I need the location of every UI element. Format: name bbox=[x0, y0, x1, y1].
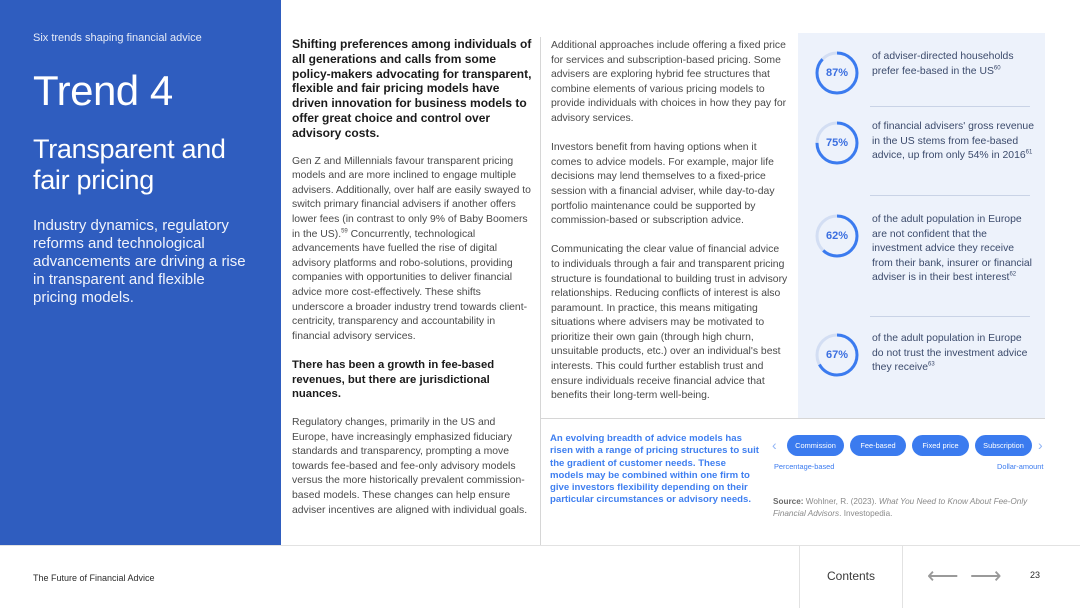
stat-text: of the adult population in Europe do not trust the investment advice they receive$^{63}$ bbox=[872, 333, 1028, 374]
paragraph: Communicating the clear value of financial advice to individuals through a fair and transparent pricing structure is foundational to building trust in advisory relationships. Reducing conflicts of interest is also paramount. In practice, this means mitigating situations where advisers may be motivated to prioritize their own gain (through high churn, unsuitable products, etc.) over an individual's best interests. This could further establish trust and ensure individuals receive financial advice that benefits their long-term well-being. bbox=[551, 244, 788, 402]
donut-chart bbox=[814, 213, 860, 259]
next-page-arrow-icon[interactable]: ⟶ bbox=[970, 563, 1002, 588]
chip-fixed-price: Fixed price bbox=[912, 435, 969, 456]
chip-fee-based: Fee-based bbox=[850, 435, 906, 456]
body-column-2 bbox=[551, 39, 789, 418]
subheading: There has been a growth in fee-based revenues, but there are jurisdictional nuances. bbox=[292, 359, 495, 401]
intro-paragraph: Shifting preferences among individuals of all generations and calls from some policy-makers advocating for transparent, flexible and fair pricing models have driven innovation for business models to offer great choice and control over advisory costs. bbox=[292, 37, 532, 140]
donut-chart bbox=[814, 120, 860, 166]
stat-value: 75% bbox=[825, 137, 849, 149]
trend-lead: Industry dynamics, regulatory reforms and technological advancements are driving a rise in transparent and flexible pricing models. bbox=[33, 217, 246, 306]
callout-note: An evolving breadth of advice models has risen with a range of pricing structures to suit the gradient of customer needs. These models may be combined within one firm to give investors flexibility depending on their particular circumstances or advisory needs. bbox=[550, 433, 759, 506]
prev-page-arrow-icon[interactable]: ⟵ bbox=[927, 563, 959, 588]
page-number: 23 bbox=[1030, 570, 1041, 580]
column-divider bbox=[540, 37, 541, 545]
source-citation: Source: Wohlner, R. (2023). What You Need to Know About Fee-Only Financial Advisors. Investopedia. bbox=[773, 497, 1028, 518]
stat-text: of financial advisers' gross revenue in the US stems from fee-based advice, up from only 54% in 2016$^{61}$ bbox=[872, 121, 1034, 162]
stat-divider bbox=[870, 106, 1030, 107]
paragraph: Regulatory changes, primarily in the US and Europe, have increasingly emphasized fiduciary standards and transparency, prompting a move towards fee-based and fee-only advisory models versus the more historically prevalent commission-based models. These changes can help ensure adviser incentives are aligned with individual goals. bbox=[292, 417, 528, 516]
trend-title: Transparent and fair pricing bbox=[33, 134, 226, 195]
stat-value: 87% bbox=[825, 67, 849, 79]
stat-text: of the adult population in Europe are not confident that the investment advice they receive from their bank, insurer or financial adviser is in their best interest$^{62}$ bbox=[872, 214, 1032, 284]
footer-separator bbox=[902, 545, 903, 608]
section-kicker: Six trends shaping financial advice bbox=[33, 32, 202, 44]
footnote-ref: 63 bbox=[928, 361, 935, 368]
footer-title: The Future of Financial Advice bbox=[33, 573, 155, 583]
footnote-ref: 62 bbox=[1009, 271, 1017, 278]
footer-divider bbox=[0, 545, 1080, 546]
stats-panel bbox=[798, 33, 1045, 418]
chevron-left-icon: ‹ bbox=[772, 437, 777, 453]
chip-subscription: Subscription bbox=[975, 435, 1032, 456]
scale-label-left: Percentage-based bbox=[774, 462, 835, 471]
stat-divider bbox=[870, 195, 1030, 196]
paragraph: Gen Z and Millennials favour transparent pricing models and are more inclined to engage multiple advisers. Additionally, over half are easily swayed to switch primary financial advisers if another offers lower fees (in contrast to only 9% of Baby Boomers in the US).$^{59}$ Concurrently, technological advancements have fuelled the rise of digital advisory platforms and robo-solutions, providing companies with opportunities to deliver financial advice more cost-effectively. These shifts underscore a broader industry trend towards client-centricity, transparency and accountability in financial advisory services. bbox=[292, 155, 531, 342]
donut-chart bbox=[814, 50, 860, 96]
stat-divider bbox=[870, 316, 1030, 317]
stat-text: of adviser-directed households prefer fee-based in the US$^{60}$ bbox=[872, 51, 1014, 77]
trend-number: Trend 4 bbox=[33, 67, 173, 114]
scale-label-right: Dollar-amount bbox=[997, 462, 1044, 471]
contents-link[interactable]: Contents bbox=[826, 569, 876, 583]
donut-chart bbox=[814, 332, 860, 378]
footnote-ref: 60 bbox=[993, 65, 1001, 72]
paragraph: Investors benefit from having options when it comes to advice models. For example, major life decisions may lend themselves to a fixed-price session with a financial adviser, while day-to-day portfolio maintenance could be supported by commission-based or subscription advice. bbox=[551, 142, 775, 227]
chip-commission: Commission bbox=[787, 435, 844, 456]
stat-value: 67% bbox=[825, 349, 849, 361]
body-column-1 bbox=[292, 37, 532, 532]
section-divider bbox=[540, 418, 1045, 419]
footnote-ref: 61 bbox=[1025, 149, 1033, 156]
pricing-scale bbox=[772, 435, 1048, 457]
trend-panel bbox=[0, 0, 281, 545]
chevron-right-icon: › bbox=[1038, 437, 1043, 453]
stat-value: 62% bbox=[825, 230, 849, 242]
paragraph: Additional approaches include offering a fixed price for services and subscription-based pricing. Some advisers are exploring hybrid fee structures that combine elements of various pricing models to provide individuals with choices in how they pay for advisory services. bbox=[551, 40, 787, 124]
footnote-ref: 59 bbox=[341, 228, 348, 235]
